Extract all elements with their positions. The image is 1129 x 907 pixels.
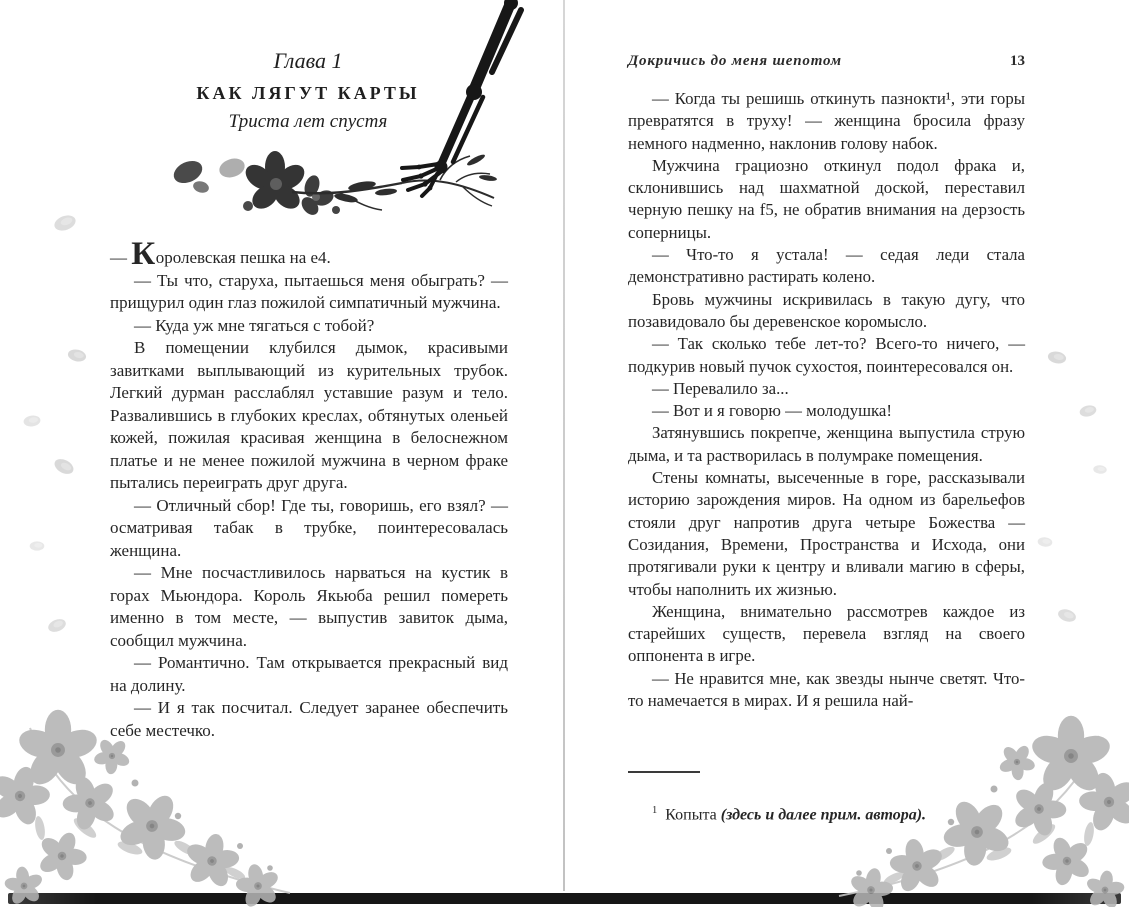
paragraph: Мужчина грациозно откинул подол фрака и, склонившись над шахматной доской, переставил черную пешку на f5, не обратив внимания на дерзость соперницы.	[628, 155, 1025, 242]
running-head	[628, 53, 1025, 70]
petal-decoration	[65, 346, 90, 365]
petal-decoration	[1045, 348, 1069, 367]
paragraph-text: оролевская пешка на e4.	[155, 248, 331, 267]
paragraph: Стены комнаты, высеченные в горе, рассказывали историю зарождения миров. На одном из барельефов стояли друг напротив друга четыре Божества — Созидания, Времени, Пространства и Исхода, они протягивали руки к центру и вливали магию в сферы, чтобы наполнить их жизнью.	[628, 468, 1025, 599]
paragraph: — Куда уж мне тягаться с тобой?	[134, 315, 375, 335]
paragraph: — Что-то я устала! — седая леди стала демонстративно растирать колено.	[628, 245, 1025, 287]
footnote-separator	[628, 771, 700, 773]
book-spine-divider	[563, 0, 565, 891]
chapter-head	[108, 48, 508, 133]
paragraph: — Перевалило за...	[652, 378, 789, 398]
right-page-text	[628, 88, 1025, 712]
paragraph: — Ты что, старуха, пытаешься меня обыграть? — прищурил один глаз пожилой симпатичный мужчина.	[110, 270, 508, 312]
petal-decoration	[50, 210, 81, 236]
chapter-number: Глава 1	[273, 48, 343, 73]
paragraph: — Отличный сбор! Где ты, говоришь, его взял? — осматривая табак в трубке, поинтересовалась женщина.	[110, 495, 508, 560]
paragraph: Женщина, внимательно рассмотрев каждое из старейших существ, перевела взгляд на своего оппонента в игре.	[628, 601, 1025, 666]
paragraph: В помещении клубился дымок, красивыми завитками выплывающий из курительных трубок. Легкий дурман расслаблял уставшие разум и тело. Развалившись в глубоких креслах, обтянутых оленьей кожей, пожилая красивая женщина в белоснежном платье и не менее пожилой мужчина в черном фраке пытались переиграть друг друга.	[110, 338, 508, 492]
chapter-title: КАК ЛЯГУТ КАРТЫ	[196, 83, 420, 103]
paragraph	[110, 236, 508, 272]
petal-decoration	[1035, 535, 1054, 549]
petal-decoration	[21, 413, 43, 430]
petal-decoration	[49, 453, 78, 479]
paragraph: — Мне посчастливилось нарваться на кустик в горах Мьюндора. Король Якьюба решил помереть именно в том месте, — выпустив завиток дыма, сообщил мужчина.	[110, 563, 508, 650]
petal-decoration	[44, 614, 70, 636]
drop-cap: К	[131, 236, 156, 272]
paragraph: — Романтично. Там открывается прекрасный вид на долину.	[110, 653, 508, 695]
running-title: Докричись до меня шепотом	[628, 53, 842, 69]
paragraph: — Когда ты решишь откинуть пазнокти¹, эти горы превратятся в труху! — женщина бросила фразу немного надменно, наклонив голову набок.	[628, 89, 1025, 153]
footnote-marker: 1	[652, 805, 658, 816]
paragraph: — Так сколько тебе лет-то? Всего-то ничего, — подкурив новый пучок сухостоя, поинтересовался он.	[628, 334, 1025, 376]
petal-decoration	[1077, 402, 1100, 420]
petal-decoration	[1092, 463, 1109, 475]
chapter-subtitle: Триста лет спустя	[228, 111, 388, 132]
paragraph: Затянувшись покрепче, женщина выпустила струю дыма, и та растворилась в полумраке помещения.	[628, 423, 1025, 465]
petal-decoration	[1054, 605, 1080, 626]
page-number: 13	[1010, 53, 1025, 69]
footnote-source: (здесь и далее прим. автора).	[720, 806, 927, 824]
footnote	[628, 800, 1025, 826]
paragraph: — Не нравится мне, как звезды нынче светят. Что-то намечается в мирах. И я решила най-	[628, 668, 1025, 711]
paragraph: — Вот и я говорю — молодушка!	[652, 401, 892, 421]
em-dash: —	[110, 248, 132, 267]
petal-decoration	[28, 540, 46, 552]
paragraph: — И я так посчитал. Следует заранее обеспечить себе местечко.	[110, 698, 508, 740]
left-page-text	[110, 236, 508, 742]
footnote-text: Копыта	[665, 806, 721, 824]
paragraph: Бровь мужчины искривилась в такую дугу, что позавидовало бы деревенское коромысло.	[628, 289, 1025, 331]
